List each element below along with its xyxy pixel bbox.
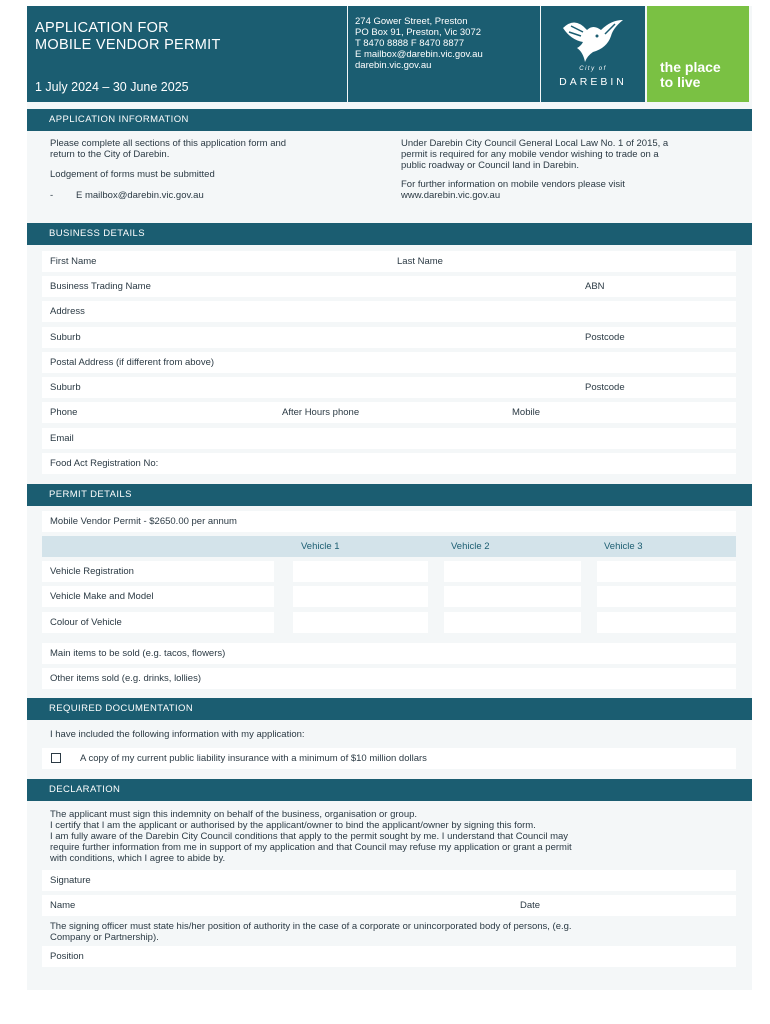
position-row[interactable] <box>42 946 736 967</box>
app-info-dash: - <box>50 190 54 201</box>
declaration-text <box>50 809 740 864</box>
permit-fee-text: Mobile Vendor Permit - $2650.00 per annum <box>50 516 237 527</box>
main-items-row[interactable] <box>42 643 736 664</box>
postal-suburb-label: Suburb <box>50 382 81 393</box>
postcode-label: Postcode <box>585 332 625 343</box>
vehicle-3-make-input[interactable] <box>597 586 736 607</box>
vehicle-3-heading: Vehicle 3 <box>604 541 643 552</box>
declaration-line1: The applicant must sign this indemnity on behalf of the business, organisation or group. <box>50 809 418 820</box>
vehicle-1-make-input[interactable] <box>293 586 428 607</box>
app-info-local-law <box>401 138 741 171</box>
vehicle-3-colour-input[interactable] <box>597 612 736 633</box>
contact-phone-fax: T 8470 8888 F 8470 8877 <box>355 38 465 49</box>
email-row[interactable] <box>42 428 736 449</box>
vehicle-3-registration-input[interactable] <box>597 561 736 582</box>
food-act-label: Food Act Registration No: <box>50 458 159 469</box>
date-label: Date <box>520 900 541 911</box>
section-application-information: APPLICATION INFORMATION <box>27 109 752 131</box>
after-hours-label: After Hours phone <box>282 407 360 418</box>
last-name-label: Last Name <box>397 256 443 267</box>
vehicle-2-make-input[interactable] <box>444 586 581 607</box>
signature-row[interactable] <box>42 870 736 891</box>
trading-name-label: Business Trading Name <box>50 281 151 292</box>
other-items-label: Other items sold (e.g. drinks, lollies) <box>50 673 201 684</box>
permit-period: 1 July 2024 – 30 June 2025 <box>35 80 189 94</box>
tagline <box>660 60 721 90</box>
vehicle-1-colour-input[interactable] <box>293 612 428 633</box>
vehicle-make-label: Vehicle Make and Model <box>50 591 154 602</box>
contact-street: 274 Gower Street, Preston <box>355 16 468 27</box>
header-title-panel <box>27 6 347 102</box>
form-title <box>35 20 221 54</box>
main-items-label: Main items to be sold (e.g. tacos, flowers) <box>50 648 226 659</box>
position-label: Position <box>50 951 84 962</box>
permit-fee-row <box>42 511 736 532</box>
first-name-label: First Name <box>50 256 97 267</box>
officer-note-line2: Company or Partnership). <box>50 932 159 943</box>
form-title-line1: APPLICATION FOR <box>35 20 169 36</box>
app-info-local-law-line2: permit is required for any mobile vendor wishing to trade on a <box>401 149 659 160</box>
app-info-instruction-line2: return to the City of Darebin. <box>50 149 170 160</box>
tagline-line2: to live <box>660 74 701 90</box>
app-info-local-law-line3: public roadway or Council land in Darebin. <box>401 160 579 171</box>
contact-email: E mailbox@darebin.vic.gov.au <box>355 49 483 60</box>
vehicle-registration-label-cell <box>42 561 274 582</box>
phone-row[interactable] <box>42 402 736 423</box>
form-title-line2: MOBILE VENDOR PERMIT <box>35 37 221 53</box>
app-info-instruction-line1: Please complete all sections of this application form and <box>50 138 287 149</box>
vehicle-2-registration-input[interactable] <box>444 561 581 582</box>
declaration-line4: require further information from me in support of my application and that Council may refuse my application or grant a permit <box>50 842 572 853</box>
officer-note-line1: The signing officer must state his/her position of authority in the case of a corporate or unincorporated body of persons, (e.g. <box>50 921 572 932</box>
postal-postcode-label: Postcode <box>585 382 625 393</box>
abn-label: ABN <box>585 281 605 292</box>
food-act-row[interactable] <box>42 453 736 474</box>
other-items-row[interactable] <box>42 668 736 689</box>
logo-darebin: DAREBIN <box>559 76 627 88</box>
email-label: Email <box>50 433 74 444</box>
darebin-logo <box>541 6 645 102</box>
signature-label: Signature <box>50 875 91 886</box>
app-info-further-line2: www.darebin.vic.gov.au <box>401 190 501 201</box>
postal-suburb-postcode-row[interactable] <box>42 377 736 398</box>
app-info-local-law-line1: Under Darebin City Council General Local Law No. 1 of 2015, a <box>401 138 669 149</box>
insurance-text: A copy of my current public liability insurance with a minimum of $10 million dollars <box>80 753 427 764</box>
tagline-line1: the place <box>660 59 721 75</box>
vehicle-registration-label: Vehicle Registration <box>50 566 134 577</box>
mobile-label: Mobile <box>512 407 540 418</box>
suburb-postcode-row[interactable] <box>42 327 736 348</box>
app-info-lodgement: Lodgement of forms must be submitted <box>50 169 215 180</box>
council-contact <box>348 6 540 102</box>
declaration-line5: with conditions, which I agree to abide by. <box>50 853 226 864</box>
app-info-further <box>401 179 741 201</box>
section-declaration: DECLARATION <box>27 779 752 801</box>
vehicle-colour-label: Colour of Vehicle <box>50 617 122 628</box>
contact-po-box: PO Box 91, Preston, Vic 3072 <box>355 27 482 38</box>
insurance-checkbox[interactable] <box>51 753 61 763</box>
address-label: Address <box>50 306 85 317</box>
insurance-row <box>42 748 736 769</box>
section-permit-details: PERMIT DETAILS <box>27 484 752 506</box>
name-date-row[interactable] <box>42 895 736 916</box>
tagline-panel <box>647 6 749 102</box>
vehicle-make-label-cell <box>42 586 274 607</box>
app-info-email: E mailbox@darebin.vic.gov.au <box>76 190 204 201</box>
postal-address-label: Postal Address (if different from above) <box>50 357 215 368</box>
postal-address-row[interactable] <box>42 352 736 373</box>
trading-name-row[interactable] <box>42 276 736 297</box>
documentation-intro: I have included the following information with my application: <box>50 729 305 740</box>
vehicle-2-heading: Vehicle 2 <box>451 541 490 552</box>
logo-city-of: City of <box>579 66 607 72</box>
vehicle-2-colour-input[interactable] <box>444 612 581 633</box>
section-required-documentation: REQUIRED DOCUMENTATION <box>27 698 752 720</box>
section-business-details: BUSINESS DETAILS <box>27 223 752 245</box>
vehicle-colour-label-cell <box>42 612 274 633</box>
address-row[interactable] <box>42 301 736 322</box>
declaration-line2: I certify that I am the applicant or authorised by the applicant/owner to bind the applicant/owner by signing this form. <box>50 820 536 831</box>
bird-logo-icon <box>541 6 645 66</box>
suburb-label: Suburb <box>50 332 81 343</box>
contact-website: darebin.vic.gov.au <box>355 60 432 71</box>
declaration-line3: I am fully aware of the Darebin City Council conditions that apply to the permit sought by me. I understand that Council may <box>50 831 569 842</box>
vehicle-1-heading: Vehicle 1 <box>301 541 340 552</box>
vehicle-1-registration-input[interactable] <box>293 561 428 582</box>
app-info-instructions <box>50 138 380 160</box>
app-info-further-line1: For further information on mobile vendors please visit <box>401 179 625 190</box>
officer-note <box>50 921 740 943</box>
vehicle-table-header <box>42 536 736 557</box>
first-last-name-row[interactable] <box>42 251 736 272</box>
name-label: Name <box>50 900 76 911</box>
phone-label: Phone <box>50 407 78 418</box>
